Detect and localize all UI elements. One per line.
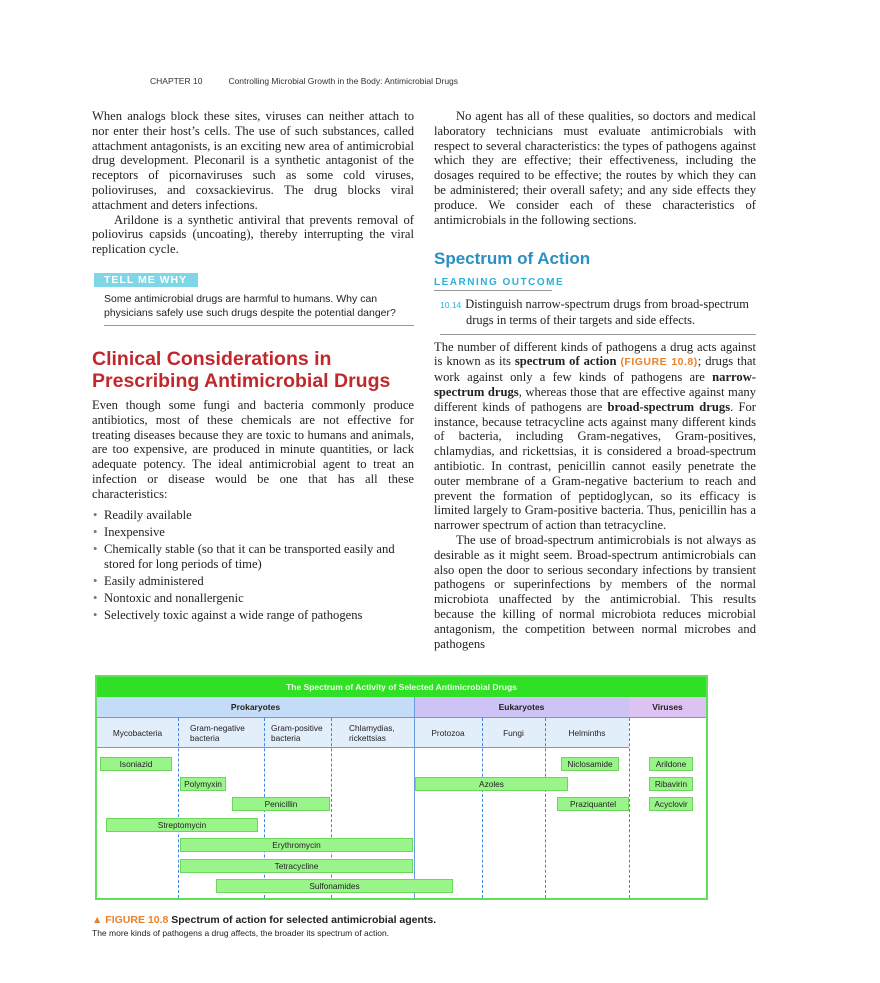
term: spectrum of action [514,354,617,369]
column-header: Protozoa [431,728,465,739]
divider [629,718,630,898]
list-item: • Readily available [104,508,414,523]
group-eukaryotes: Eukaryotes [414,697,629,718]
chapter-title: Controlling Microbial Growth in the Body: Antimicrobial Drugs [228,76,459,86]
drug-bar-praziquantel: Praziquantel [557,797,629,811]
running-header [150,76,880,109]
outcome-number: 10.14 [440,300,462,311]
divider [178,718,179,898]
drug-bar-tetracycline: Tetracycline [180,859,413,873]
drug-bar-erythromycin: Erythromycin [180,838,413,852]
learning-outcome-label: LEARNING OUTCOME [434,277,552,291]
paragraph: When analogs block these sites, viruses can neither attach to nor enter their host’s cells. The use of such substances, called attachment antagonists, is an exciting new area of antimicrobial drug development. Pleconaril is a synthetic antagonist of the receptors of picornaviruses such as some cold viruses, polioviruses, and coxsackievirus. The drug blocks viral attachment and deters infections. [92,109,414,212]
term: broad-spectrum drugs [607,399,731,414]
group-viruses: Viruses [629,697,706,718]
list-item: • Selectively toxic against a wide range of pathogens [104,608,414,623]
section-heading: Clinical Considerations in Prescribing Antimicrobial Drugs [92,347,391,392]
term: narrow-spectrum drugs [434,370,756,399]
divider [545,718,546,898]
learning-outcome-item [440,297,756,334]
drug-bar-streptomycin: Streptomycin [106,818,258,832]
column-header: Fungi [503,728,524,739]
text: ; drugs that work against only a few kinds of pathogens are [434,354,757,385]
list-item: • Nontoxic and nonallergenic [104,591,414,606]
tell-me-why-label: TELL ME WHY [94,273,198,287]
paragraph: Even though some fungi and bacteria commonly produce antibiotics, most of these chemicals are not effective for treating diseases because they are toxic to humans and animals, are too expensive, are produced in minute quantities, or lack adequate potency. The ideal antimicrobial agent to treat an infection or disease would be one that has all these characteristics: [92,397,414,501]
characteristics-list [104,508,414,623]
list-item: • Chemically stable (so that it can be transported easily and stored for long periods of time) [104,542,414,572]
column-header: Gram-negative bacteria [190,723,245,744]
list-item: • Easily administered [104,574,414,589]
divider [482,718,483,898]
figure-caption [92,914,880,958]
paragraph [434,340,756,533]
list-item: • Inexpensive [104,525,414,540]
column-header: Mycobacteria [112,728,163,739]
drug-bar-ribavirin: Ribavirin [649,777,693,791]
paragraph: Arildone is a synthetic antiviral that prevents removal of poliovirus capsids (uncoating), thereby interrupting the viral replication cycle. [92,212,414,257]
text: , whereas those that are effective against many different kinds of pathogens are [434,384,757,414]
two-column-body [92,109,756,651]
drug-bar-niclosamide: Niclosamide [561,757,619,771]
column-header: Gram-positive bacteria [271,723,323,744]
drug-bar-isoniazid: Isoniazid [100,757,172,771]
divider [414,697,415,898]
paragraph: The use of broad-spectrum antimicrobials is not always as desirable as it might seem. Broad-spectrum antimicrobials can also open the door to serious secondary infections by transient pathogens or superinfections by members of the normal microbiota unaffected by the antimicrobial. This results because the killing of normal microbiota reduces microbial antagonism, the competition between normal microbes and pathogens [434,532,756,651]
drug-bar-polymyxin: Polymyxin [180,777,226,791]
drug-bar-acyclovir: Acyclovir [649,797,693,811]
drug-bar-arildone: Arildone [649,757,693,771]
drug-bar-penicillin: Penicillin [232,797,330,811]
caption-text: The more kinds of pathogens a drug affects, the broader its spectrum of action. [92,928,390,939]
figure-title: The Spectrum of Activity of Selected Antimicrobial Drugs [97,677,706,697]
left-column [92,109,414,651]
section-heading: Spectrum of Action [434,249,591,269]
paragraph: No agent has all of these qualities, so doctors and medical laboratory technicians must evaluate antimicrobials with respect to several characteristics: the types of pathogens against which they are effective; their effectiveness, including the dosages required to be effective; the routes by which they can be administered; their overall safety; and any side effects they produce. We consider each of these characteristics of antimicrobials in the following sections. [434,109,756,227]
chapter-label: CHAPTER 10 [150,76,203,86]
outcome-text: Distinguish narrow-spectrum drugs from broad-spectrum drugs in terms of their targets and side effects. [465,297,749,327]
drug-bar-azoles: Azoles [415,777,568,791]
text: . For instance, because tetracycline acts against many different kinds of bacteria, including Gram-negatives, Gram-positives, chlamydias, and rickettsias, it is considered a broad-spectrum antibiotic. In contrast, penicillin cannot easily penetrate the outer membrane of a Gram-negative bacterium to reach and prevent the formation of peptidoglycan, so its efficacy is limited largely to Gram-positive bacteria. Thus, penicillin has a narrower spectrum of action than tetracycline. [434,399,756,533]
figure-reference[interactable]: (FIGURE 10.8) [620,356,698,369]
figure-label: ▲ FIGURE 10.8 [92,914,169,927]
text: The number of different kinds of pathogens a drug acts against is known as its [434,339,756,369]
column-header: Chlamydias, rickettsias [349,723,395,744]
right-column [434,109,756,651]
spectrum-figure [95,675,708,900]
tell-me-why-question: Some antimicrobial drugs are harmful to humans. Why can physicians safely use such drugs despite the potential danger? [104,292,414,326]
caption-title: Spectrum of action for selected antimicrobial agents. [171,914,437,927]
group-prokaryotes: Prokaryotes [97,697,414,718]
drug-bar-sulfonamides: Sulfonamides [216,879,453,893]
column-header: Helminths [568,728,606,739]
